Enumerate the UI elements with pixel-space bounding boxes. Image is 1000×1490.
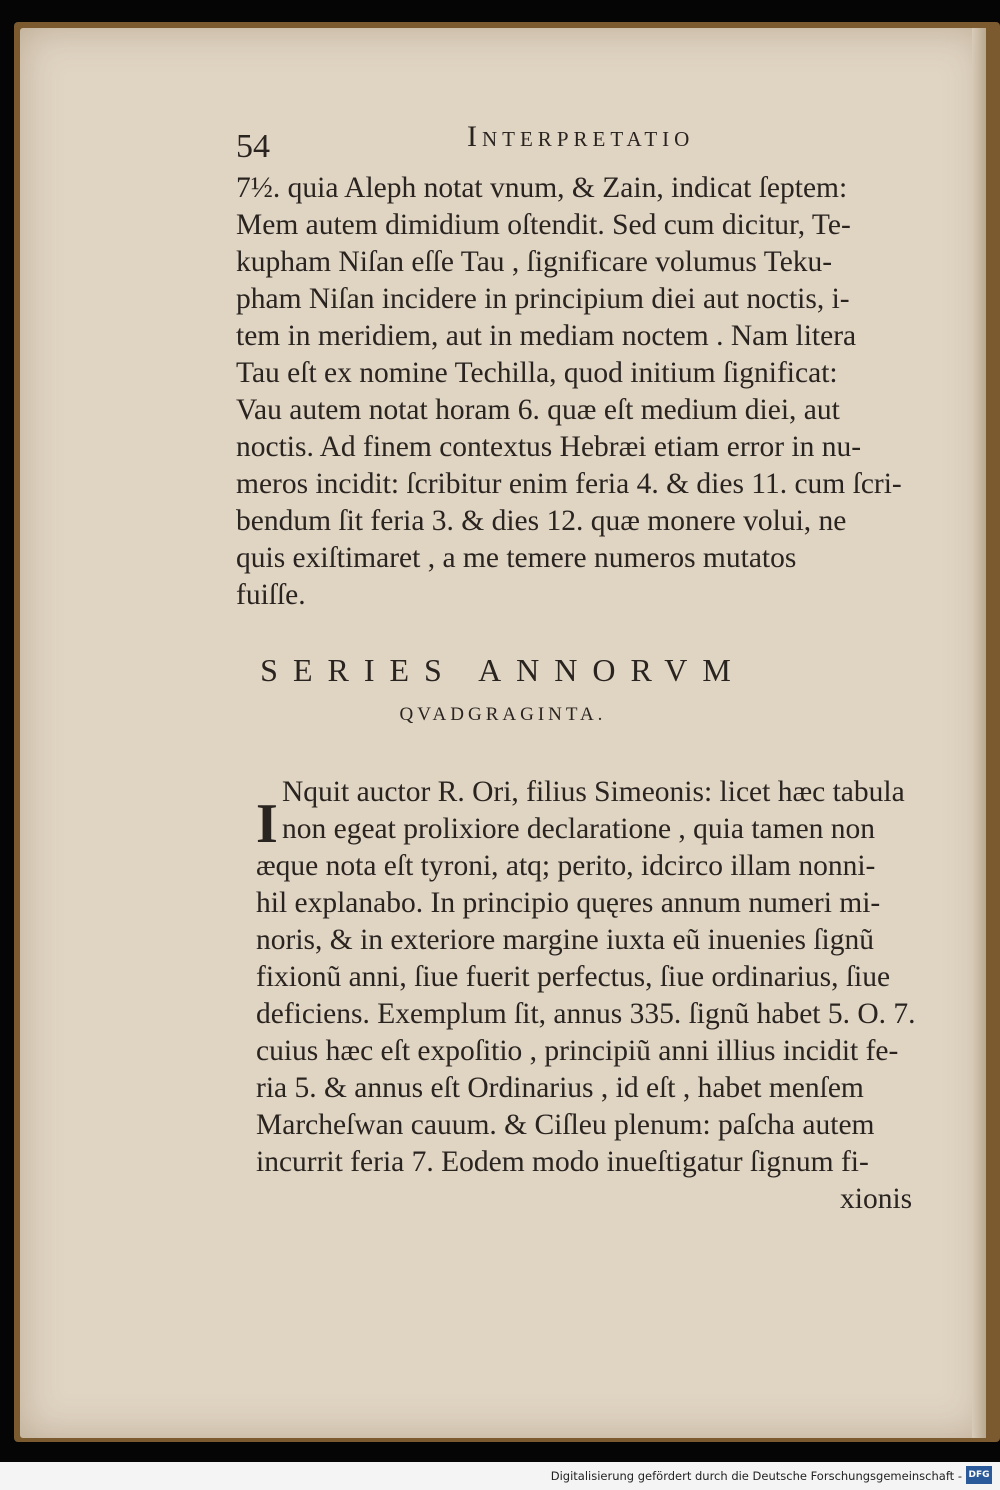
text-line: fixionũ anni, ſiue fuerit perfectus, ſiue ordinarius, ſiue — [256, 961, 891, 993]
text-line: fuiſſe. — [236, 579, 306, 611]
text-line: noctis. Ad finem contextus Hebræi etiam error in nu- — [236, 431, 862, 463]
text-line: Nquit auctor R. Ori, filius Simeonis: licet hæc tabula — [282, 776, 905, 808]
text-line: 7½. quia Aleph notat vnum, & Zain, indicat ſeptem: — [236, 172, 848, 204]
text-line: noris, & in exteriore margine iuxta eũ inuenies ſignũ — [256, 924, 874, 956]
digitization-footer — [0, 1462, 1000, 1490]
text-line: kupham Niſan eſſe Tau , ſignificare volumus Teku- — [236, 246, 833, 278]
section-heading: SERIES ANNORVM — [260, 652, 746, 688]
text-line: Mem autem dimidium oſtendit. Sed cum dicitur, Te- — [236, 209, 851, 241]
page-number: 54 — [236, 128, 270, 165]
section-subheading: QVADGRAGINTA. — [399, 704, 607, 725]
text-line: hil explanabo. In principio quęres annum numeri mi- — [256, 887, 881, 919]
text-line: pham Niſan incidere in principium diei aut noctis, i- — [236, 283, 850, 315]
text-line: Vau autem notat horam 6. quæ eſt medium diei, aut — [236, 394, 840, 426]
text-line: bendum ſit feria 3. & dies 12. quæ monere volui, ne — [236, 505, 847, 537]
text-line: tem in meridiem, aut in mediam noctem . Nam litera — [236, 320, 857, 352]
page-gutter — [972, 28, 986, 1438]
text-line: cuius hæc eſt expoſitio , principiũ anni illius incidit fe- — [256, 1035, 899, 1067]
text-line: æque nota eſt tyroni, atq; perito, idcirco illam nonni- — [256, 850, 876, 882]
text-line: incurrit feria 7. Eodem modo inueſtigatur ſignum fi- — [256, 1146, 869, 1178]
funding-notice: Digitalisierung gefördert durch die Deutsche Forschungsgemeinschaft - — [550, 1469, 962, 1483]
text-line: meros incidit: ſcribitur enim feria 4. & dies 11. cum ſcri- — [236, 468, 902, 500]
running-head: Interpretatio — [467, 120, 695, 153]
dfg-logo: DFG — [966, 1466, 992, 1484]
book-page — [20, 28, 986, 1438]
text-line: Marcheſwan cauum. & Ciſleu plenum: paſcha autem — [256, 1109, 875, 1141]
text-line: deficiens. Exemplum ſit, annus 335. ſignũ habet 5. O. 7. — [256, 998, 916, 1030]
text-line: ria 5. & annus eſt Ordinarius , id eſt , habet menſem — [256, 1072, 864, 1104]
text-line: non egeat prolixiore declaratione , quia tamen non — [282, 813, 876, 845]
text-line: Tau eſt ex nomine Techilla, quod initium ſignificat: — [236, 357, 838, 389]
catchword: xionis — [840, 1183, 913, 1215]
text-line: quis exiſtimaret , a me temere numeros mutatos — [236, 542, 797, 574]
drop-cap: I — [256, 793, 278, 855]
